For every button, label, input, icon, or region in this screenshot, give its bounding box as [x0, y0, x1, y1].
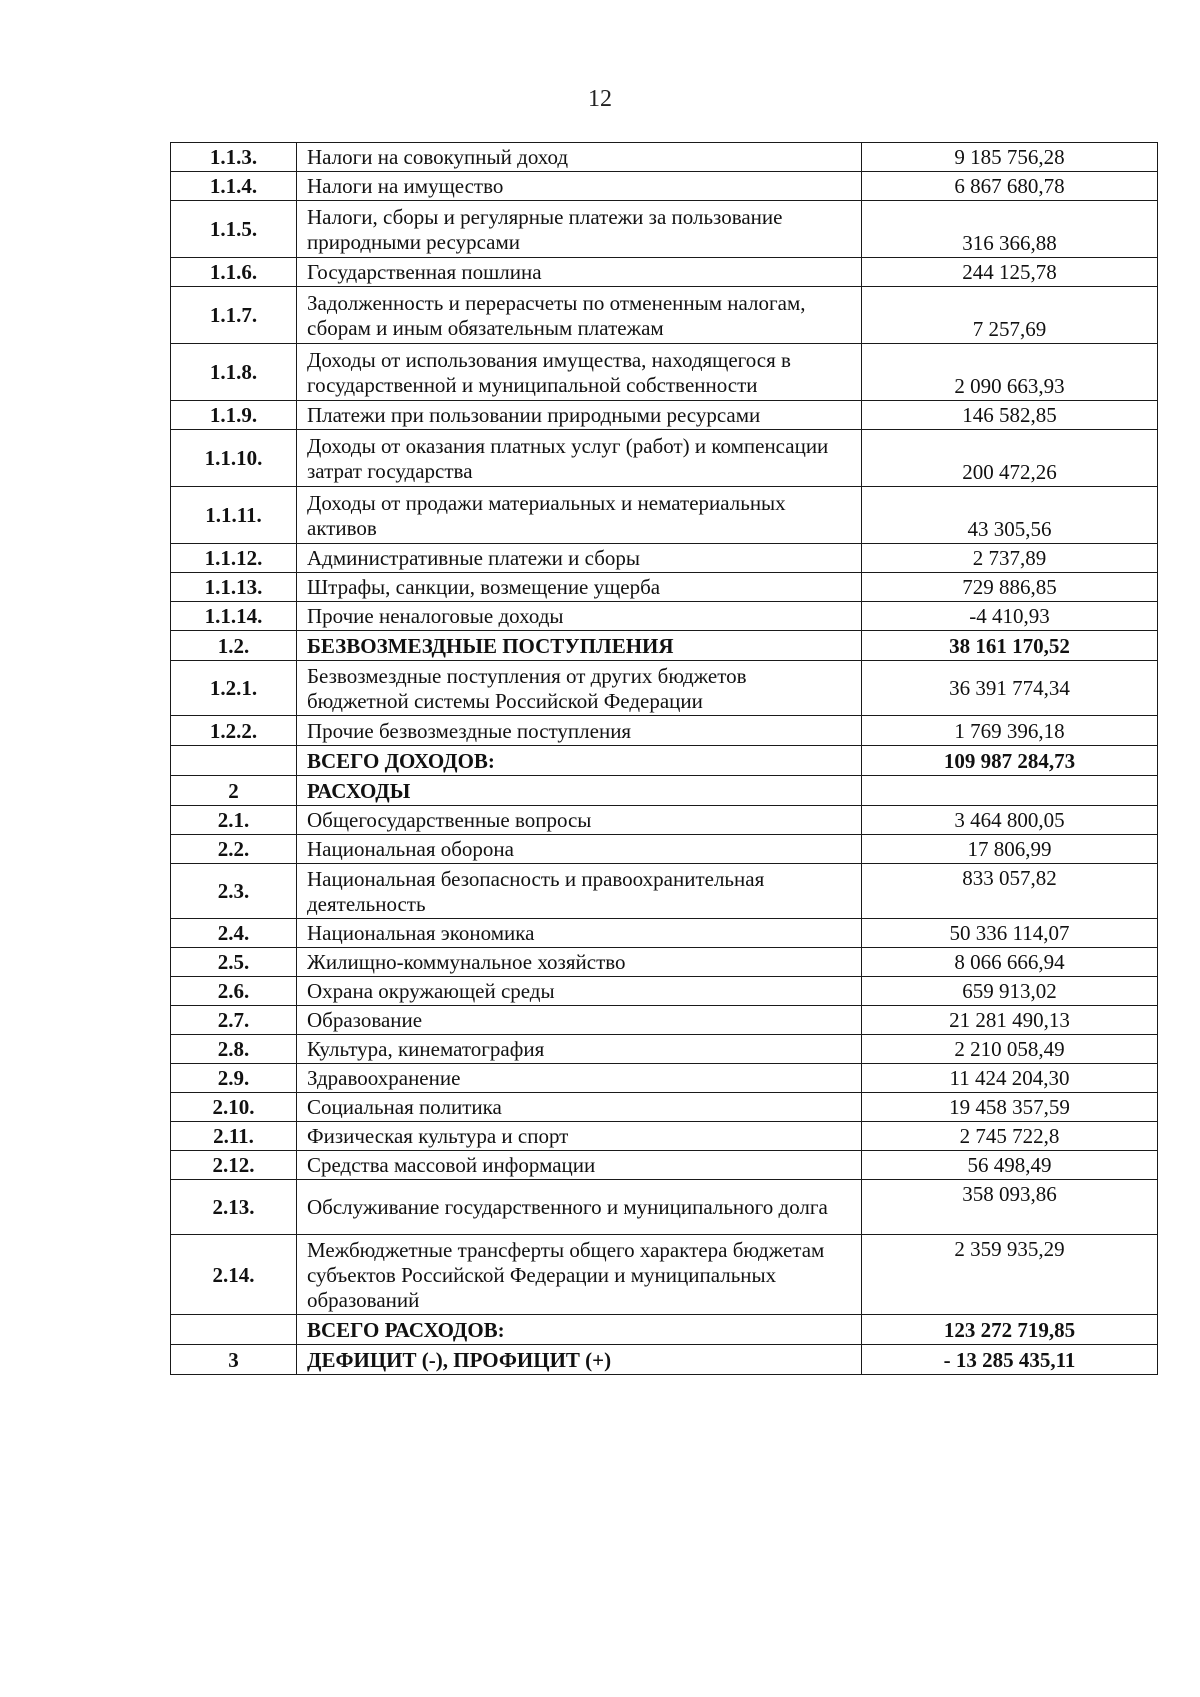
- row-value: 11 424 204,30: [862, 1064, 1158, 1093]
- table-row: [171, 1180, 1158, 1235]
- table-row: [171, 806, 1158, 835]
- table-row: [171, 835, 1158, 864]
- row-name: Национальная оборона: [297, 835, 862, 864]
- row-value: 21 281 490,13: [862, 1006, 1158, 1035]
- row-code: 2.13.: [171, 1180, 297, 1235]
- row-value: 1 769 396,18: [862, 716, 1158, 746]
- row-code: 2: [171, 776, 297, 806]
- row-value: 659 913,02: [862, 977, 1158, 1006]
- row-name: Штрафы, санкции, возмещение ущерба: [297, 573, 862, 602]
- table-row: [171, 258, 1158, 287]
- row-name: ВСЕГО ДОХОДОВ:: [297, 746, 862, 776]
- row-code: 1.1.3.: [171, 143, 297, 172]
- row-name: Национальная экономика: [297, 919, 862, 948]
- table-row: [171, 1122, 1158, 1151]
- row-value: [862, 776, 1158, 806]
- row-value: 358 093,86: [862, 1180, 1158, 1235]
- row-value: 56 498,49: [862, 1151, 1158, 1180]
- row-value: 244 125,78: [862, 258, 1158, 287]
- table-row: [171, 631, 1158, 661]
- row-name: Общегосударственные вопросы: [297, 806, 862, 835]
- table-row: [171, 143, 1158, 172]
- row-code: 1.1.9.: [171, 401, 297, 430]
- row-name: Доходы от оказания платных услуг (работ) и компенсации затрат государства: [297, 430, 862, 487]
- row-code: 2.9.: [171, 1064, 297, 1093]
- table-row: [171, 172, 1158, 201]
- row-name: Административные платежи и сборы: [297, 544, 862, 573]
- row-code: 2.3.: [171, 864, 297, 919]
- row-name: Прочие безвозмездные поступления: [297, 716, 862, 746]
- row-code: 1.1.14.: [171, 602, 297, 631]
- row-name: Национальная безопасность и правоохранительная деятельность: [297, 864, 862, 919]
- row-code: 1.1.11.: [171, 487, 297, 544]
- table-row: [171, 1064, 1158, 1093]
- row-value: 17 806,99: [862, 835, 1158, 864]
- row-value: - 13 285 435,11: [862, 1345, 1158, 1375]
- row-value: 200 472,26: [862, 430, 1158, 487]
- row-code: 1.1.12.: [171, 544, 297, 573]
- row-value: 146 582,85: [862, 401, 1158, 430]
- page-number: 12: [588, 86, 612, 112]
- row-code: 1.1.5.: [171, 201, 297, 258]
- row-name: ВСЕГО РАСХОДОВ:: [297, 1315, 862, 1345]
- row-name: Средства массовой информации: [297, 1151, 862, 1180]
- row-name: Прочие неналоговые доходы: [297, 602, 862, 631]
- row-code: [171, 1315, 297, 1345]
- row-value: 2 090 663,93: [862, 344, 1158, 401]
- row-code: 1.1.13.: [171, 573, 297, 602]
- row-code: 2.1.: [171, 806, 297, 835]
- row-name: Здравоохранение: [297, 1064, 862, 1093]
- row-code: 2.11.: [171, 1122, 297, 1151]
- row-value: 6 867 680,78: [862, 172, 1158, 201]
- table-row: [171, 544, 1158, 573]
- row-name: Государственная пошлина: [297, 258, 862, 287]
- row-name: Платежи при пользовании природными ресурсами: [297, 401, 862, 430]
- row-name: БЕЗВОЗМЕЗДНЫЕ ПОСТУПЛЕНИЯ: [297, 631, 862, 661]
- row-value: 36 391 774,34: [862, 661, 1158, 716]
- table-row: [171, 1315, 1158, 1345]
- row-value: 123 272 719,85: [862, 1315, 1158, 1345]
- row-value: 833 057,82: [862, 864, 1158, 919]
- row-code: 2.12.: [171, 1151, 297, 1180]
- table-row: [171, 1006, 1158, 1035]
- table-row: [171, 487, 1158, 544]
- row-name: Доходы от продажи материальных и нематериальных активов: [297, 487, 862, 544]
- row-code: 1.2.: [171, 631, 297, 661]
- row-code: 2.7.: [171, 1006, 297, 1035]
- row-value: 19 458 357,59: [862, 1093, 1158, 1122]
- budget-table-body: [171, 143, 1158, 1375]
- row-value: 43 305,56: [862, 487, 1158, 544]
- row-value: 7 257,69: [862, 287, 1158, 344]
- row-name: Безвозмездные поступления от других бюджетов бюджетной системы Российской Федерации: [297, 661, 862, 716]
- row-value: 38 161 170,52: [862, 631, 1158, 661]
- table-row: [171, 344, 1158, 401]
- row-value: 729 886,85: [862, 573, 1158, 602]
- row-code: 2.5.: [171, 948, 297, 977]
- row-value: 2 210 058,49: [862, 1035, 1158, 1064]
- row-name: РАСХОДЫ: [297, 776, 862, 806]
- table-row: [171, 287, 1158, 344]
- row-name: Налоги на имущество: [297, 172, 862, 201]
- table-row: [171, 716, 1158, 746]
- table-row: [171, 602, 1158, 631]
- row-code: 1.2.2.: [171, 716, 297, 746]
- row-code: 2.8.: [171, 1035, 297, 1064]
- table-row: [171, 977, 1158, 1006]
- table-row: [171, 661, 1158, 716]
- row-value: 50 336 114,07: [862, 919, 1158, 948]
- table-row: [171, 201, 1158, 258]
- row-code: 2.10.: [171, 1093, 297, 1122]
- row-code: 1.1.8.: [171, 344, 297, 401]
- row-name: Межбюджетные трансферты общего характера бюджетам субъектов Российской Федерации и муниципальных образований: [297, 1235, 862, 1315]
- row-code: 1.1.7.: [171, 287, 297, 344]
- row-name: Культура, кинематография: [297, 1035, 862, 1064]
- row-name: Жилищно-коммунальное хозяйство: [297, 948, 862, 977]
- budget-table: [170, 142, 1158, 1375]
- table-row: [171, 1151, 1158, 1180]
- row-name: Доходы от использования имущества, находящегося в государственной и муниципальной собственности: [297, 344, 862, 401]
- table-row: [171, 746, 1158, 776]
- row-value: 2 359 935,29: [862, 1235, 1158, 1315]
- row-code: 1.1.10.: [171, 430, 297, 487]
- table-row: [171, 430, 1158, 487]
- row-name: ДЕФИЦИТ (-), ПРОФИЦИТ (+): [297, 1345, 862, 1375]
- table-row: [171, 776, 1158, 806]
- table-row: [171, 1093, 1158, 1122]
- table-row: [171, 864, 1158, 919]
- table-row: [171, 948, 1158, 977]
- row-value: 109 987 284,73: [862, 746, 1158, 776]
- table-row: [171, 1345, 1158, 1375]
- row-name: Обслуживание государственного и муниципального долга: [297, 1180, 862, 1235]
- row-value: 8 066 666,94: [862, 948, 1158, 977]
- row-value: 2 737,89: [862, 544, 1158, 573]
- row-name: Задолженность и перерасчеты по отмененным налогам, сборам и иным обязательным платежам: [297, 287, 862, 344]
- row-code: 2.14.: [171, 1235, 297, 1315]
- row-name: Физическая культура и спорт: [297, 1122, 862, 1151]
- row-name: Образование: [297, 1006, 862, 1035]
- row-name: Охрана окружающей среды: [297, 977, 862, 1006]
- row-code: 2.4.: [171, 919, 297, 948]
- row-name: Социальная политика: [297, 1093, 862, 1122]
- table-row: [171, 401, 1158, 430]
- table-row: [171, 919, 1158, 948]
- row-value: 3 464 800,05: [862, 806, 1158, 835]
- row-value: 9 185 756,28: [862, 143, 1158, 172]
- row-code: 3: [171, 1345, 297, 1375]
- row-code: 1.1.6.: [171, 258, 297, 287]
- row-name: Налоги, сборы и регулярные платежи за пользование природными ресурсами: [297, 201, 862, 258]
- table-row: [171, 573, 1158, 602]
- table-row: [171, 1235, 1158, 1315]
- row-value: 316 366,88: [862, 201, 1158, 258]
- row-code: 2.2.: [171, 835, 297, 864]
- row-code: 1.1.4.: [171, 172, 297, 201]
- table-row: [171, 1035, 1158, 1064]
- row-code: 1.2.1.: [171, 661, 297, 716]
- row-value: -4 410,93: [862, 602, 1158, 631]
- row-value: 2 745 722,8: [862, 1122, 1158, 1151]
- row-code: [171, 746, 297, 776]
- row-code: 2.6.: [171, 977, 297, 1006]
- row-name: Налоги на совокупный доход: [297, 143, 862, 172]
